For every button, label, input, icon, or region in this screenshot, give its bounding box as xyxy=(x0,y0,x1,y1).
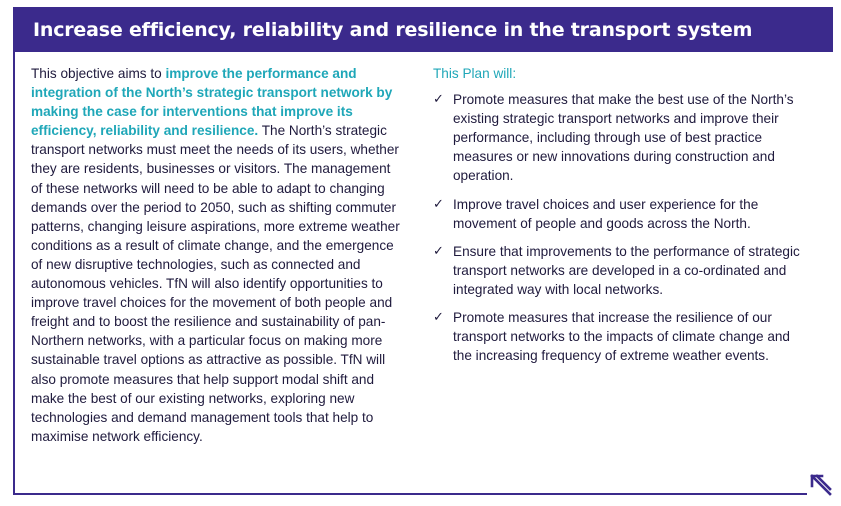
plan-list xyxy=(433,90,813,365)
highlight-text: improve the performance and integration of the North’s strategic transport network by making the case for interventions that improve its efficiency, reliability and resilience. xyxy=(31,66,393,139)
list-item xyxy=(433,195,813,233)
plan-section xyxy=(433,64,813,374)
list-item xyxy=(433,308,813,365)
intro-text: This objective aims to xyxy=(31,66,166,81)
list-item-text: Improve travel choices and user experience for the movement of people and goods across the North. xyxy=(453,196,759,231)
objective-paragraph xyxy=(31,64,403,446)
plan-intro: This Plan will: xyxy=(433,66,517,81)
check-icon: ✓ xyxy=(433,196,444,212)
list-item-text: Ensure that improvements to the performance of strategic transport networks are developed in a co-ordinated and integrated way with local networks. xyxy=(453,243,800,297)
list-item xyxy=(433,242,813,299)
list-item-text: Promote measures that increase the resilience of our transport networks to the impacts of climate change and the increasing frequency of extreme weather events. xyxy=(453,310,790,364)
page-title: Increase efficiency, reliability and resilience in the transport system xyxy=(33,18,753,41)
check-icon: ✓ xyxy=(433,310,444,326)
check-icon: ✓ xyxy=(433,243,444,259)
body-text: The North’s strategic transport networks must meet the needs of its users, whether they are residents, businesses or visitors. The management of these networks will need to be able to adapt to changing demands over the period to 2050, such as shifting commuter patterns, changing leisure aspirations, more extreme weather conditions as a result of climate change, and the emergence of new disruptive technologies, such as connected and autonomous vehicles. TfN will also identify opportunities to improve travel choices for the movement of both people and freight and to boost the resilience and sustainability of pan-Northern networks, with a particular focus on making more sustainable travel options as attractive as possible. TfN will also promote measures that help support modal shift and make the best of our existing networks, exploring new technologies and demand management tools that help to maximise network efficiency. xyxy=(31,123,400,444)
check-icon: ✓ xyxy=(433,92,444,108)
bottom-divider xyxy=(13,493,807,495)
objective-description xyxy=(31,64,403,446)
header-bar xyxy=(13,7,833,52)
list-item-text: Promote measures that make the best use of the North’s existing strategic transport networks and improve their performance, including through use of best practice measures or new innovations during construction and operation. xyxy=(453,92,794,184)
list-item xyxy=(433,90,813,185)
corner-arrow-icon[interactable] xyxy=(806,470,834,498)
